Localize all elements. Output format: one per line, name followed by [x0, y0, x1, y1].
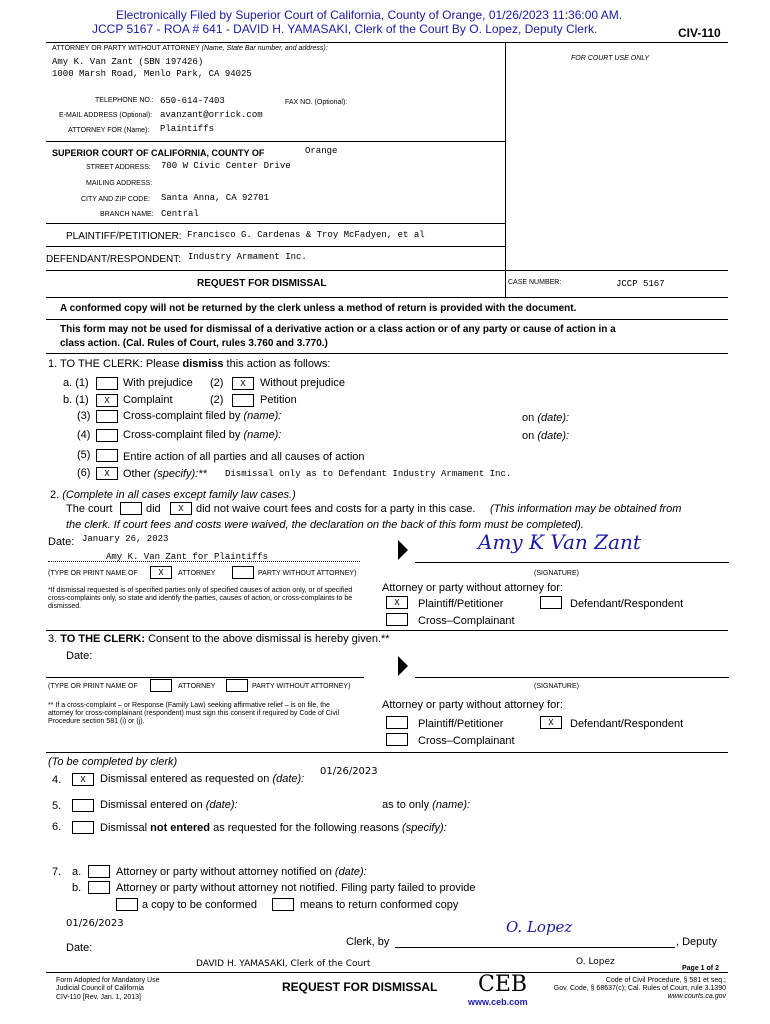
sec3-cross-complainant-label: Cross–Complainant — [418, 735, 515, 747]
sec3-party-without-attorney-label: PARTY WITHOUT ATTORNEY) — [252, 683, 351, 690]
plaintiff-petitioner-checkbox[interactable]: X — [386, 596, 408, 609]
rule — [46, 353, 728, 354]
top-rule — [46, 42, 728, 43]
footer-right-3[interactable]: www.courts.ca.gov — [667, 993, 726, 1000]
clerk-5-label: 5. — [52, 800, 62, 812]
sec1-b6-label: (6) — [77, 467, 91, 479]
other-label: Other (specify):** — [123, 468, 207, 480]
cross-complaint-3-label: Cross-complaint filed by (name): — [123, 410, 282, 422]
defendant-respondent-checkbox[interactable] — [540, 596, 562, 609]
court-text: The court — [66, 503, 113, 515]
did-not-label: did not waive court fees and costs for a party in this case. — [196, 503, 476, 515]
sec2-footnote: *If dismissal requested is of specified parties only of specified causes of action only, or of specified cross-complaints only, so state and identify the parties, causes of action, or cross-complaints to be dismissed. — [48, 587, 353, 610]
cross-complaint-4-date-label: on (date): — [522, 430, 570, 442]
cross-complaint-3-checkbox[interactable] — [96, 410, 118, 423]
defendant-value: Industry Armament Inc. — [188, 252, 307, 262]
case-number-value: JCCP 5167 — [616, 279, 665, 289]
clerk-7b-label: b. — [72, 882, 82, 894]
city-label: CITY AND ZIP CODE: — [81, 196, 150, 203]
notice-class-action-2: class action. (Cal. Rules of Court, rules 3.760 and 3.770.) — [60, 338, 328, 349]
other-value: Dismissal only as to Defendant Industry Armament Inc. — [225, 469, 512, 479]
notified-checkbox[interactable] — [88, 865, 110, 878]
attorney-address: 1000 Marsh Road, Menlo Park, CA 94025 — [52, 69, 252, 79]
cross-complaint-4-label: Cross-complaint filed by (name): — [123, 429, 282, 441]
sec2-date-label: Date: — [48, 536, 75, 548]
cross-complaint-3-date-label: on (date): — [522, 412, 570, 424]
rule — [46, 297, 728, 298]
attorney-for-label: ATTORNEY FOR (Name): — [68, 127, 150, 134]
party-without-attorney-checkbox[interactable] — [232, 566, 254, 579]
page-number: Page 1 of 2 — [682, 965, 719, 972]
petition-checkbox[interactable] — [232, 394, 254, 407]
not-notified-checkbox[interactable] — [88, 881, 110, 894]
not-entered-checkbox[interactable] — [72, 821, 94, 834]
not-entered-label: Dismissal not entered as requested for the following reasons (specify): — [100, 822, 447, 834]
attorney-label: ATTORNEY OR PARTY WITHOUT ATTORNEY (Name, State Bar number, and address): — [52, 45, 328, 52]
signature-line — [415, 562, 729, 563]
phone-value: 650-614-7403 — [160, 96, 225, 106]
rule — [46, 319, 728, 320]
defendant-label: DEFENDANT/RESPONDENT: — [46, 254, 182, 265]
means-return-checkbox[interactable] — [272, 898, 294, 911]
rule — [46, 752, 728, 753]
rule — [46, 141, 506, 142]
sec1-b5-label: (5) — [77, 449, 91, 461]
clerk-7-label: 7. — [52, 866, 62, 878]
with-prejudice-label: With prejudice — [123, 377, 193, 389]
without-prejudice-label: Without prejudice — [260, 377, 345, 389]
attorney-for-value: Plaintiffs — [160, 124, 215, 134]
city-value: Santa Anna, CA 92701 — [161, 193, 270, 203]
phone-label: TELEPHONE NO.: — [95, 97, 154, 104]
entire-action-checkbox[interactable] — [96, 449, 118, 462]
clerk-by-label: Clerk, by — [346, 936, 390, 948]
sec3-type-print-label: (TYPE OR PRINT NAME OF — [48, 683, 138, 690]
ceb-url[interactable]: www.ceb.com — [468, 997, 528, 1007]
sec1-b2-label: (2) — [210, 394, 224, 406]
without-prejudice-checkbox[interactable]: X — [232, 377, 254, 390]
deputy-label: , Deputy — [676, 936, 717, 948]
sec1-heading: 1. TO THE CLERK: Please dismiss this action as follows: — [48, 358, 331, 370]
fax-label: FAX NO. (Optional): — [285, 99, 348, 106]
branch-value: Central — [161, 209, 199, 219]
copy-conformed-checkbox[interactable] — [116, 898, 138, 911]
footer-right-2: Gov. Code, § 68637(c); Cal. Rules of Court, rule 3.1390 — [553, 985, 726, 992]
efile-line-1: Electronically Filed by Superior Court of California, County of Orange, 01/26/2023 11:36:00 AM. — [116, 8, 623, 22]
sec1-b3-label: (3) — [77, 410, 91, 422]
sec1-b1-label: b. (1) — [63, 394, 89, 406]
info-line-2: the clerk. If court fees and costs were waived, the declaration on the back of this form must be completed). — [66, 519, 584, 531]
typed-name: Amy K. Van Zant for Plaintiffs — [106, 552, 269, 562]
notified-label: Attorney or party without attorney notified on (date): — [116, 866, 367, 878]
sec3-defendant-respondent-checkbox[interactable]: X — [540, 716, 562, 729]
notice-return: A conformed copy will not be returned by the clerk unless a method of return is provided with the document. — [60, 303, 577, 314]
sec3-plaintiff-petitioner-checkbox[interactable] — [386, 716, 408, 729]
typed-name-line — [48, 561, 360, 562]
ceb-logo: CEB — [478, 972, 528, 997]
did-checkbox[interactable] — [120, 502, 142, 515]
sec3-party-without-attorney-checkbox[interactable] — [226, 679, 248, 692]
sign-here-arrow — [398, 540, 408, 560]
did-not-checkbox[interactable]: X — [170, 502, 192, 515]
sec3-cross-complainant-checkbox[interactable] — [386, 733, 408, 746]
entire-action-label: Entire action of all parties and all causes of action — [123, 451, 365, 463]
complaint-checkbox[interactable]: X — [96, 394, 118, 407]
clerk-date-value: 01/26/2023 — [66, 918, 124, 929]
rule — [46, 270, 728, 271]
sec2-for-label: Attorney or party without attorney for: — [382, 582, 563, 594]
clerk-heading: (To be completed by clerk) — [48, 756, 178, 768]
footer-left-1: Form Adopted for Mandatory Use — [56, 977, 160, 984]
info-line-1: (This information may be obtained from — [490, 503, 682, 515]
court-county: Orange — [305, 146, 338, 156]
rule — [46, 223, 506, 224]
efile-line-2: JCCP 5167 - ROA # 641 - DAVID H. YAMASAKI, Clerk of the Court By O. Lopez, Deputy Clerk. — [92, 22, 598, 36]
plaintiff-petitioner-label: Plaintiff/Petitioner — [418, 598, 504, 610]
form-title: REQUEST FOR DISMISSAL — [197, 278, 327, 289]
dismissal-entered-on-checkbox[interactable] — [72, 799, 94, 812]
clerk-signature: O. Lopez — [506, 918, 573, 936]
defendant-respondent-label: Defendant/Respondent — [570, 598, 684, 610]
complaint-label: Complaint — [123, 394, 173, 406]
sec3-defendant-respondent-label: Defendant/Respondent — [570, 718, 684, 730]
party-without-attorney-label: PARTY WITHOUT ATTORNEY) — [258, 570, 357, 577]
sec3-for-label: Attorney or party without attorney for: — [382, 699, 563, 711]
sec3-attorney-checkbox[interactable] — [150, 679, 172, 692]
signature-label: (SIGNATURE) — [534, 570, 579, 577]
sec3-footnote: ** If a cross-complaint – or Response (Family Law) seeking affirmative relief – is on file, the attorney for cross-complainant (respondent) must sign this consent if required by Code of Civil Procedure section 581 (i) or (j). — [48, 702, 340, 725]
with-prejudice-checkbox[interactable] — [96, 377, 118, 390]
clerk-7a-label: a. — [72, 866, 82, 878]
attorney-signature: Amy K Van Zant — [478, 530, 641, 554]
other-checkbox[interactable]: X — [96, 467, 118, 480]
notice-class-action-1: This form may not be used for dismissal of a derivative action or a class action or of any party or cause of action in a — [60, 324, 616, 335]
signature-line-2 — [415, 677, 729, 678]
footer-right-1: Code of Civil Procedure, § 581 et seq.; — [605, 977, 726, 984]
type-print-label: (TYPE OR PRINT NAME OF — [48, 570, 138, 577]
not-notified-label: Attorney or party without attorney not notified. Filing party failed to provide — [116, 882, 476, 894]
plaintiff-value: Francisco G. Cardenas & Troy McFadyen, et al — [187, 230, 425, 240]
petition-label: Petition — [260, 394, 297, 406]
clerk-6-label: 6. — [52, 821, 62, 833]
street-value: 700 W Civic Center Drive — [161, 161, 291, 171]
dismissal-entered-on-label: Dismissal entered on (date): — [100, 799, 238, 811]
rule — [46, 972, 728, 973]
means-return-label: means to return conformed copy — [300, 899, 459, 911]
attorney-checkbox[interactable]: X — [150, 566, 172, 579]
court-use-divider — [505, 42, 506, 298]
footer-title: REQUEST FOR DISMISSAL — [282, 980, 438, 994]
footer-left-2: Judicial Council of California — [56, 985, 144, 992]
deputy-name: O. Lopez — [576, 957, 615, 967]
sec3-attorney-label: ATTORNEY — [178, 683, 216, 690]
sec1-a2-label: (2) — [210, 377, 224, 389]
dismissal-entered-date: 01/26/2023 — [320, 766, 378, 777]
rule — [46, 630, 728, 631]
attorney-name: Amy K. Van Zant (SBN 197426) — [52, 57, 204, 67]
cross-complainant-checkbox[interactable] — [386, 613, 408, 626]
clerk-date-label: Date: — [66, 942, 93, 954]
clerk-name: DAVID H. YAMASAKI, Clerk of the Court — [196, 959, 371, 969]
sec3-date-label: Date: — [66, 650, 93, 662]
copy-conformed-label: a copy to be conformed — [142, 899, 257, 911]
email-value: avanzant@orrick.com — [160, 110, 263, 120]
cross-complaint-4-checkbox[interactable] — [96, 429, 118, 442]
street-label: STREET ADDRESS: — [86, 164, 151, 171]
attorney-label: ATTORNEY — [178, 570, 216, 577]
case-number-label: CASE NUMBER: — [508, 279, 562, 286]
sec1-b4-label: (4) — [77, 429, 91, 441]
as-to-only-label: as to only (name): — [382, 799, 471, 811]
sec3-signature-label: (SIGNATURE) — [534, 683, 579, 690]
rule — [46, 246, 506, 247]
name-line — [46, 677, 364, 678]
court-use-label: FOR COURT USE ONLY — [571, 55, 650, 62]
footer-left-3: CIV-110 [Rev. Jan. 1, 2013] — [56, 994, 141, 1001]
sign-here-arrow-2 — [398, 656, 408, 676]
sec2-date-value: January 26, 2023 — [82, 534, 169, 544]
sec3-heading: 3. TO THE CLERK: Consent to the above dismissal is hereby given.** — [48, 633, 390, 645]
email-label: E-MAIL ADDRESS (Optional): — [59, 112, 153, 119]
branch-label: BRANCH NAME: — [100, 211, 154, 218]
form-id: CIV-110 — [678, 26, 721, 40]
court-label: SUPERIOR COURT OF CALIFORNIA, COUNTY OF — [52, 148, 265, 158]
dismissal-entered-label: Dismissal entered as requested on (date): — [100, 773, 305, 785]
did-label: did — [146, 503, 161, 515]
mailing-label: MAILING ADDRESS: — [86, 180, 153, 187]
sec3-plaintiff-petitioner-label: Plaintiff/Petitioner — [418, 718, 504, 730]
clerk-signature-line — [395, 947, 675, 948]
clerk-4-label: 4. — [52, 774, 62, 786]
plaintiff-label: PLAINTIFF/PETITIONER: — [66, 231, 182, 242]
cross-complainant-label: Cross–Complainant — [418, 615, 515, 627]
sec2-heading: 2. (Complete in all cases except family law cases.) — [50, 489, 296, 501]
sec1-a1-label: a. (1) — [63, 377, 89, 389]
dismissal-entered-checkbox[interactable]: X — [72, 773, 94, 786]
